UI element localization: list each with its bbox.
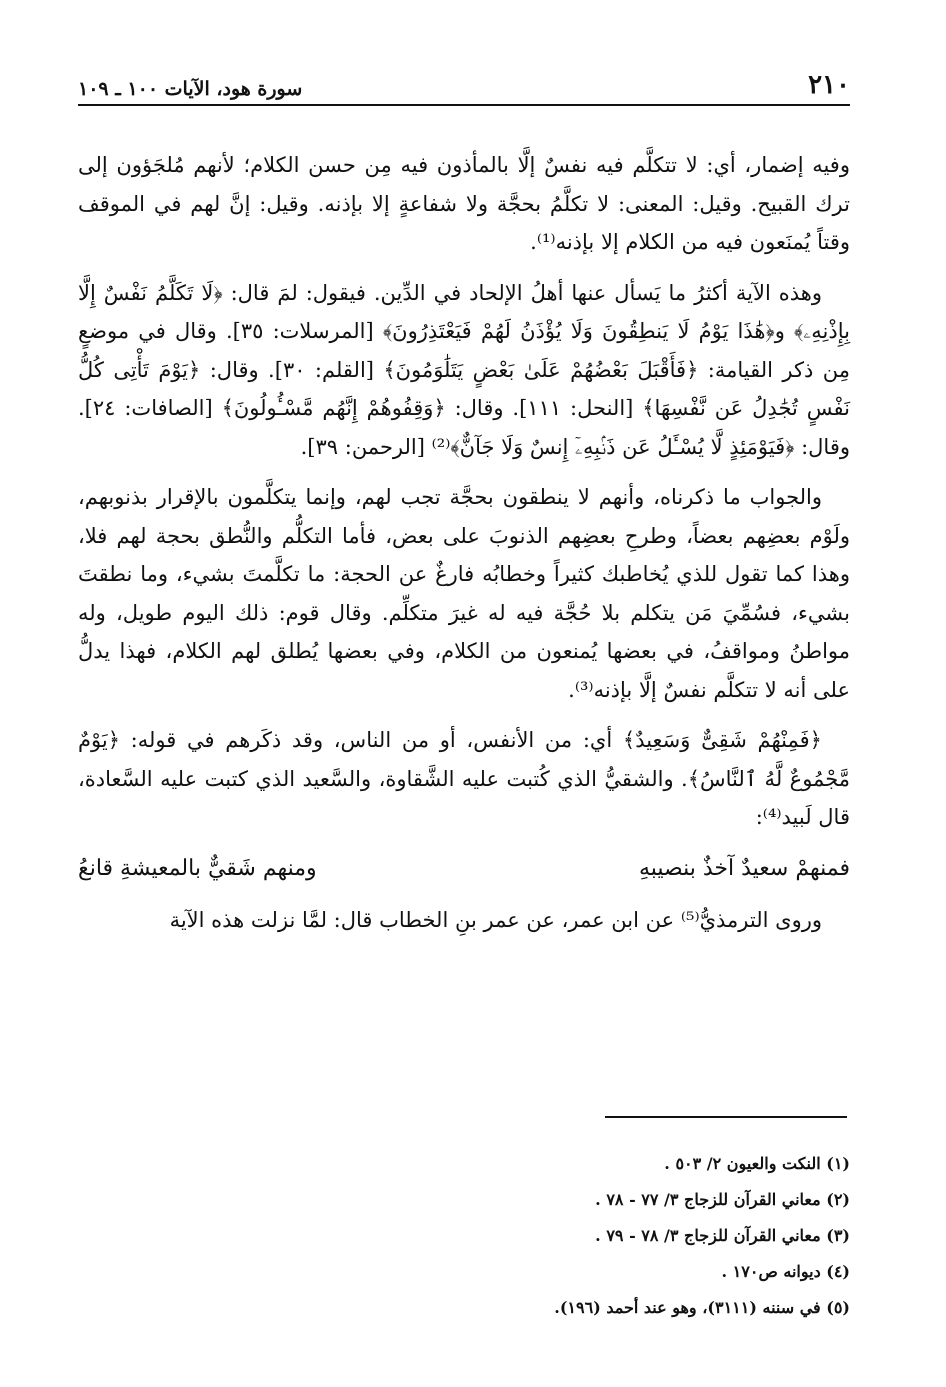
footnote-3: (٣) معاني القرآن للزجاج ٣/ ٧٨ - ٧٩ . — [595, 1226, 850, 1245]
footnotes — [78, 1146, 850, 1326]
body-text — [78, 146, 850, 951]
paragraph-1: وفيه إضمار، أي: لا تتكلَّم فيه نفسٌ إلَّا بالمأذون فيه مِن حسن الكلام؛ لأنهم مُلجَؤون إلى ترك القبيح. وقيل: المعنى: لا تكلَّمُ بحجَّة ولا شفاعةٍ إلا بإذنه. وقيل: إنَّ لهم في الموقف وقتاً يُمنَعون فيه من الكلام إلا بإذنه⁽¹⁾. — [78, 153, 850, 254]
page-header — [78, 60, 850, 106]
paragraph-2: وهذه الآية أكثرُ ما يَسأل عنها أهلُ الإلحاد في الدِّين. فيقول: لمَ قال: ﴿لَا تَكَلَّمُ نَفْسٌ إِلَّا بِإِذْنِهِۦ﴾ و﴿هَٰذَا يَوْمُ لَا يَنطِقُونَ وَلَا يُؤْذَنُ لَهُمْ فَيَعْتَذِرُونَ﴾ [المرسلات: ٣٥]. وقال في موضعٍ مِن ذكر القيامة: ﴿فَأَقْبَلَ بَعْضُهُمْ عَلَىٰ بَعْضٍ يَتَلَٰوَمُونَ﴾ [القلم: ٣٠]. وقال: ﴿يَوْمَ تَأْتِى كُلُّ نَفْسٍ تُجَٰدِلُ عَن نَّفْسِهَا﴾ [النحل: ١١١]. وقال: ﴿وَقِفُوهُمْ إِنَّهُم مَّسْـُٔولُونَ﴾ [الصافات: ٢٤]. وقال: ﴿فَيَوْمَئِذٍ لَّا يُسْـَٔلُ عَن ذَنۢبِهِۦٓ إِنسٌ وَلَا جَآنٌّ﴾⁽²⁾ [الرحمن: ٣٩]. — [78, 280, 851, 459]
poem-hemistich-1: فمنهمْ سعيدٌ آخذٌ بنصيبهِ — [638, 855, 850, 881]
running-title: سورة هود، الآيات ١٠٠ ـ ١٠٩ — [78, 78, 303, 100]
page-number: ٢١٠ — [808, 70, 850, 100]
poem-hemistich-2: ومنهم شَقيٌّ بالمعيشةِ قانعُ — [78, 855, 317, 881]
footnote-divider — [605, 1116, 847, 1118]
footnote-2: (٢) معاني القرآن للزجاج ٣/ ٧٧ - ٧٨ . — [595, 1190, 850, 1209]
paragraph-4: ﴿فَمِنْهُمْ شَقِىٌّ وَسَعِيدٌ﴾ أي: من الأنفس، أو من الناس، وقد ذكَرهم في قوله: ﴿يَوْمٌ مَّجْمُوعٌ لَّهُ ٱلنَّاسُ﴾. والشقيُّ الذي كُتبت عليه الشَّقاوة، والسَّعيد الذي كتبت عليه السَّعادة، قال لَبيد⁽⁴⁾: — [78, 728, 850, 829]
paragraph-3: والجواب ما ذكرناه، وأنهم لا ينطقون بحجَّة تجب لهم، وإنما يتكلَّمون بالإقرار بذنوبهم، ولَوْم بعضِهم بعضاً، وطرحِ بعضِهم الذنوبَ على بعض، فأما التكلُّم والنُّطق بحجة لهم فلا، وهذا كما تقول للذي يُخاطبك كثيراً وخطابُه فارغٌ عن الحجة: ما تكلَّمتَ بشيء، وما نطقتَ بشيء، فسُمِّيَ مَن يتكلم بلا حُجَّة فيه له غيرَ متكلِّم. وقال قوم: ذلك اليوم طويل، وله مواطنُ ومواقفُ، في بعضها يُمنعون من الكلام، وفي بعضها يُطلق لهم الكلام، فهذا يدلُّ على أنه لا تتكلَّم نفسٌ إلَّا بإذنه⁽³⁾. — [78, 485, 850, 702]
paragraph-5: وروى الترمذيُّ⁽⁵⁾ عن ابن عمر، عن عمر بنِ الخطاب قال: لمَّا نزلت هذه الآية — [169, 907, 822, 932]
footnote-4: (٤) ديوانه ص١٧٠ . — [721, 1262, 850, 1281]
poem-verse — [78, 849, 850, 889]
footnote-5: (٥) في سننه (٣١١١)، وهو عند أحمد (١٩٦). — [554, 1298, 850, 1317]
footnote-1: (١) النكت والعيون ٢/ ٥٠٣ . — [664, 1154, 850, 1173]
